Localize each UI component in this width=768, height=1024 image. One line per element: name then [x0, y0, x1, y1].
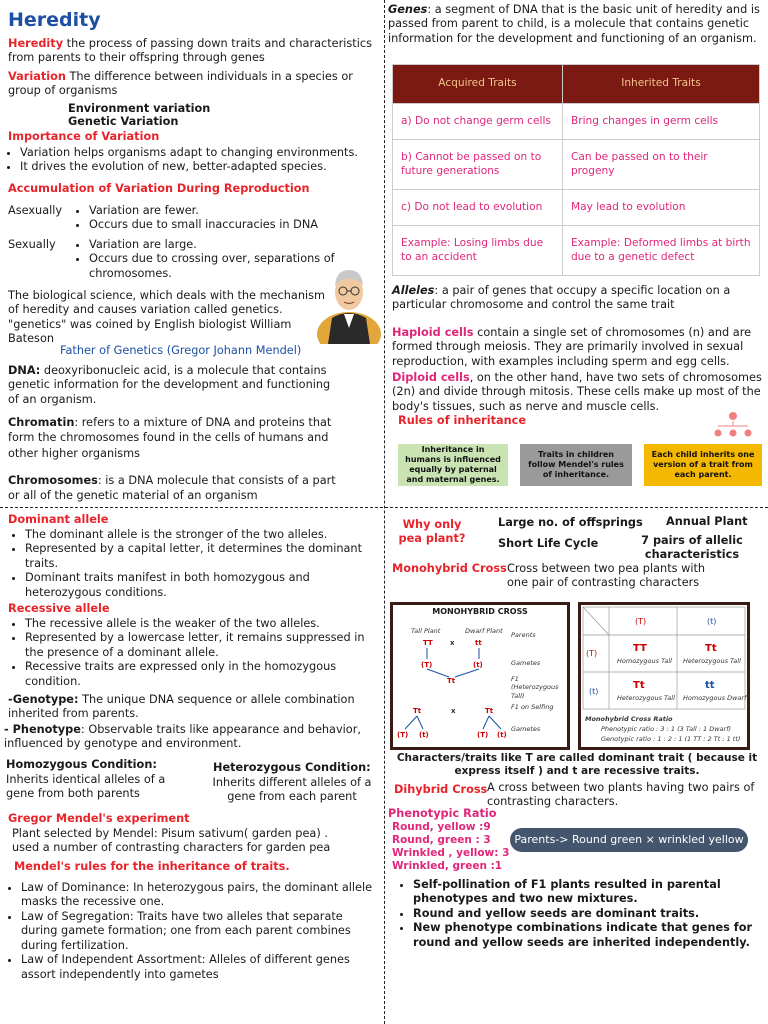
genes-text: : a segment of DNA that is the basic unit of heredity and is passed from parent to child, is a molecule that contains genetic information for the development and functioning of an organism.: [388, 3, 760, 45]
table-row: [393, 140, 760, 190]
cross-arrows: [393, 605, 567, 747]
list-item: Round, yellow :9: [392, 821, 491, 833]
rule-box: Inheritance in humans is influenced equally by paternal and maternal genes.: [398, 444, 508, 486]
svg-text:x: x: [450, 639, 455, 647]
svg-text:(T): (T): [421, 661, 433, 669]
hetero-text: Inherits different alleles of a gene from each parent: [212, 776, 372, 804]
recessive-list: [10, 617, 385, 689]
phenotype-def: [4, 723, 374, 752]
hetero-term: Heterozygous Condition:: [213, 761, 371, 774]
svg-text:Tt: Tt: [447, 677, 456, 685]
dominant-heading: Dominant allele: [8, 513, 109, 526]
pea-reason: Annual Plant: [666, 515, 748, 528]
list-item: • The recessive allele is the weaker of the two alleles.: [25, 617, 385, 631]
alleles-term: Alleles: [392, 284, 435, 297]
gametes-label: Gametes: [511, 725, 541, 733]
pea-reason: 7 pairs of allelic characteristics: [641, 534, 743, 562]
recessive-heading: Recessive allele: [8, 602, 110, 615]
father-of-genetics: Father of Genetics (Gregor Johann Mendel): [60, 344, 302, 357]
pea-reason: Short Life Cycle: [498, 537, 599, 550]
list-item: • Law of Segregation: Traits have two alleles that separate during gamete formation; one from each parent combines during fertilization.: [21, 910, 381, 953]
monohybrid-text: Cross between two pea plants with one pair of contrasting characters: [507, 562, 706, 590]
haploid-term: Haploid cells: [392, 326, 474, 339]
genotype-text: The unique DNA sequence or allele combination inherited from parents.: [8, 693, 355, 721]
punnett-header: (t): [707, 617, 717, 626]
accum-heading: Accumulation of Variation During Reproduction: [8, 182, 310, 195]
list-item: • Variation helps organisms adapt to changing environments.: [20, 146, 390, 160]
list-item: • Self-pollination of F1 plants resulted in parental phenotypes and two new mixtures.: [413, 878, 768, 907]
sex-label: Sexually: [8, 238, 56, 251]
importance-heading: Importance of Variation: [8, 130, 160, 143]
tall-label: Tall Plant: [411, 627, 441, 635]
genes-term: Genes: [388, 3, 428, 16]
list-item: • Variation are large.: [89, 238, 363, 252]
chromatin-term: Chromatin: [8, 416, 75, 429]
svg-text:tt: tt: [475, 639, 482, 647]
heredity-term: Heredity: [8, 37, 64, 50]
rule-box: Each child inherits one version of a trait from each parent.: [644, 444, 762, 486]
punnett-header: (t): [589, 687, 599, 696]
heredity-text: the process of passing down traits and characteristics from parents to their offspring through genes: [8, 37, 372, 65]
asex-list: [74, 204, 389, 233]
punnett-cell: Tt: [633, 680, 645, 691]
svg-text:Tt: Tt: [413, 707, 422, 715]
table-header: Acquired Traits: [393, 65, 563, 104]
svg-text:TT: TT: [423, 639, 433, 647]
chromatin-text: : refers to a mixture of DNA and proteins that form the chromosomes found in the cells of humans and other higher organisms: [8, 416, 332, 460]
svg-text:(t): (t): [473, 661, 483, 669]
mendel-rules-list: [6, 881, 381, 982]
homo-term: Homozygous Condition:: [6, 758, 157, 771]
diploid-def: [392, 371, 762, 414]
haploid-def: [392, 326, 762, 369]
mendel-rules-heading: Mendel's rules for the inheritance of traits.: [14, 860, 290, 873]
mendel-exp-heading: Gregor Mendel's experiment: [8, 812, 190, 825]
dihybrid-term: Dihybrid Cross: [394, 783, 488, 796]
diagram-title: MONOHYBRID CROSS: [432, 607, 528, 616]
dominant-list: [10, 528, 385, 600]
family-tree-icon: [712, 410, 754, 442]
table-cell: b) Cannot be passed on to future generations: [393, 140, 563, 190]
table-cell: a) Do not change germ cells: [393, 104, 563, 140]
parents-label: Parents: [511, 631, 536, 639]
ratio-title: Monohybrid Cross Ratio: [585, 715, 673, 723]
punnett-label: Heterozygous Tall: [617, 694, 675, 702]
list-item: • Round and yellow seeds are dominant traits.: [413, 907, 768, 921]
chromosomes-term: Chromosomes: [8, 474, 98, 487]
horizontal-divider: [0, 507, 768, 508]
list-item: • Represented by a capital letter, it determines the dominant traits.: [25, 542, 385, 571]
svg-text:(T): (T): [477, 731, 489, 739]
punnett-cell: TT: [633, 643, 647, 654]
punnett-label: Homozygous Dwarf: [683, 694, 747, 702]
list-item: • Dominant traits manifest in both homozygous and heterozygous conditions.: [25, 571, 385, 600]
pea-question: Why only pea plant?: [398, 518, 466, 546]
table-row: [393, 226, 760, 276]
list-item: • Represented by a lowercase letter, it remains suppressed in the presence of a dominant allele.: [25, 631, 385, 660]
list-item: • Law of Independent Assortment: Alleles of different genes assort independently into gametes: [21, 953, 381, 982]
list-item: • Variation are fewer.: [89, 204, 389, 218]
table-cell: c) Do not lead to evolution: [393, 190, 563, 226]
table-header-row: [393, 65, 760, 104]
genotype-def: [8, 693, 368, 722]
table-cell: May lead to evolution: [562, 190, 759, 226]
diploid-term: Diploid cells: [392, 371, 470, 384]
characters-note: Characters/traits like T are called dominant trait ( because it express itself ) and t are recessive traits.: [396, 752, 758, 778]
list-item: • New phenotype combinations indicate that genes for round and yellow seeds are inherited independently.: [413, 921, 768, 950]
svg-text:x: x: [451, 707, 456, 715]
svg-text:(T): (T): [397, 731, 409, 739]
punnett-label: Homozygous Tall: [617, 657, 672, 665]
dna-text: deoxyribonucleic acid, is a molecule that contains genetic information for the development and functioning of an organism.: [8, 364, 331, 406]
table-row: [393, 104, 760, 140]
phenotype-text: : Observable traits like appearance and behavior, influenced by genotype and environment.: [4, 723, 361, 751]
list-item: Wrinkled , yellow: 3: [392, 847, 510, 860]
table-header: Inherited Traits: [562, 65, 759, 104]
chromosomes-def: [8, 473, 348, 504]
dna-term: DNA:: [8, 364, 41, 377]
punnett-header: (T): [586, 649, 598, 658]
list-item: • Occurs due to small inaccuracies in DNA: [89, 218, 389, 232]
parents-pill: Parents-> Round green × wrinkled yellow: [510, 828, 748, 852]
chromatin-def: [8, 415, 348, 461]
punnett-square: [578, 602, 750, 750]
monohybrid-diagram: [390, 602, 570, 750]
variation-def: [8, 70, 368, 99]
f1-label: F1 (Heterozygous Tall): [511, 675, 559, 700]
pheno-ratio-line: Phenotypic ratio : 3 : 1 (3 Tall : 1 Dwarf): [601, 725, 732, 733]
svg-text:Tt: Tt: [485, 707, 494, 715]
punnett-cell: Tt: [705, 643, 717, 654]
monohybrid-term: Monohybrid Cross: [392, 562, 507, 575]
gen-variation: Genetic Variation: [68, 115, 179, 128]
genotype-term: -Genotype:: [8, 693, 79, 706]
genetics-text: The biological science, which deals with the mechanism of heredity and causes variation called genetics. "genetics" was coined by English biologist William Bateson: [8, 289, 326, 346]
phenotype-term: - Phenotype: [4, 723, 81, 736]
list-item: Wrinkled, green :1: [392, 860, 503, 873]
alleles-text: : a pair of genes that occupy a specific location on a particular chromosome and control the same trait: [392, 284, 731, 312]
mendel-exp-text: Plant selected by Mendel: Pisum sativum( garden pea) . used a number of contrasting characters for garden pea: [12, 827, 331, 855]
dwarf-label: Dwarf Plant: [465, 627, 503, 635]
table-cell: Can be passed on to their progeny: [562, 140, 759, 190]
heredity-def: [8, 37, 378, 66]
variation-text: The difference between individuals in a species or group of organisms: [8, 70, 353, 98]
punnett-cell: tt: [705, 680, 715, 691]
dihybrid-text: A cross between two plants having two pairs of contrasting characters.: [487, 781, 755, 809]
geno-ratio-line: Genotypic ratio : 1 : 2 : 1 (1 TT : 2 Tt : 1 tt): [601, 735, 741, 743]
table-cell: Example: Deformed limbs at birth due to a genetic defect: [562, 226, 759, 276]
pheno-ratio-list: [392, 821, 509, 874]
pheno-ratio-heading: Phenotypic Ratio: [388, 807, 497, 820]
svg-text:(t): (t): [419, 731, 429, 739]
diploid-text: , on the other hand, have two sets of chromosomes (2n) and divide through mitosis. These cells make up most of the body's tissues, such as nerve and muscle cells.: [392, 371, 762, 413]
list-item: Round, green : 3: [392, 834, 491, 847]
rule-box: Traits in children follow Mendel's rules of inheritance.: [520, 444, 632, 486]
table-cell: Bring changes in germ cells: [562, 104, 759, 140]
variation-term: Variation: [8, 70, 66, 83]
svg-text:(t): (t): [497, 731, 507, 739]
selfing-label: F1 on Selfing: [511, 703, 554, 711]
genes-def: [388, 3, 762, 46]
dna-def: [8, 364, 338, 407]
rules-inherit-heading: Rules of inheritance: [398, 414, 527, 427]
list-item: • Recessive traits are expressed only in the homozygous condition.: [25, 660, 385, 689]
gametes-label: Gametes: [511, 659, 541, 667]
punnett-header: (T): [635, 617, 647, 626]
asex-label: Asexually: [8, 204, 63, 217]
alleles-def: [392, 284, 762, 313]
table-row: [393, 190, 760, 226]
importance-list: [5, 146, 390, 175]
list-item: • Law of Dominance: In heterozygous pairs, the dominant allele masks the recessive one.: [21, 881, 381, 910]
punnett-label: Heterozygous Tall: [683, 657, 741, 665]
list-item: • Occurs due to crossing over, separations of chromosomes.: [89, 252, 363, 281]
dihybrid-points: [398, 878, 768, 950]
traits-table: [392, 64, 760, 276]
haploid-text: contain a single set of chromosomes (n) and are formed through meiosis. They are primarily involved in sexual reproduction, with examples including sperm and egg cells.: [392, 326, 752, 368]
chromosomes-text: : is a DNA molecule that consists of a part or all of the genetic material of an organism: [8, 474, 336, 503]
homo-text: Inherits identical alleles of a gene from both parents: [6, 773, 166, 801]
pea-reason: Large no. of offsprings: [498, 516, 643, 529]
page-title: Heredity: [8, 9, 101, 31]
mendel-portrait: [316, 262, 382, 344]
env-variation: Environment variation: [68, 102, 211, 115]
table-cell: Example: Losing limbs due to an accident: [393, 226, 563, 276]
list-item: • The dominant allele is the stronger of the two alleles.: [25, 528, 385, 542]
list-item: • It drives the evolution of new, better-adapted species.: [20, 160, 390, 174]
